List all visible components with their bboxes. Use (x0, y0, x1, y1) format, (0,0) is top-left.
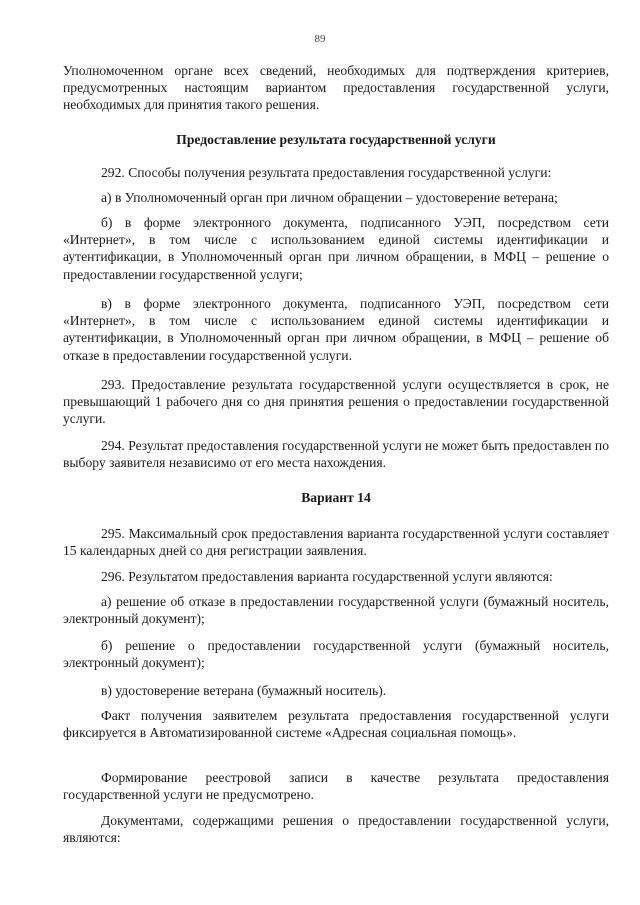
paragraph-292-c: в) в форме электронного документа, подписанного УЭП, посредством сети «Интернет», в том числе с использованием единой системы идентификации и аутентификации, в Уполномоченный орган при личном обращении, в МФЦ – решение об отказе в предоставлении государственной услуги. (63, 296, 609, 363)
paragraph-292-a: а) в Уполномоченный орган при личном обращении – удостоверение ветерана; (101, 190, 558, 205)
paragraph-296-b: б) решение о предоставлении государственной услуги (бумажный носитель, электронный документ); (63, 638, 609, 671)
section-heading: Предоставление результата государственной услуги (176, 132, 496, 147)
paragraph-296-a: а) решение об отказе в предоставлении государственной услуги (бумажный носитель, электронный документ); (63, 594, 609, 627)
paragraph-295: 295. Максимальный срок предоставления варианта государственной услуги составляет 15 календарных дней со дня регистрации заявления. (63, 526, 609, 559)
page-number: 89 (314, 33, 326, 45)
paragraph-fact: Факт получения заявителем результата предоставления государственной услуги фиксируется в Автоматизированной системе «Адресная социальная помощь». (63, 708, 609, 741)
paragraph-293: 293. Предоставление результата государственной услуги осуществляется в срок, не превышающий 1 рабочего дня со дня принятия решения о предоставлении государственной услуги. (63, 377, 609, 427)
paragraph-continuation: Уполномоченном органе всех сведений, необходимых для подтверждения критериев, предусмотренных настоящим вариантом предоставления государственной услуги, необходимых для принятия такого решения. (63, 63, 609, 113)
paragraph-296-c: в) удостоверение ветерана (бумажный носитель). (101, 683, 387, 698)
paragraph-292-b: б) в форме электронного документа, подписанного УЭП, посредством сети «Интернет», в том числе с использованием единой системы идентификации и аутентификации, в Уполномоченный орган при личном обращении, в МФЦ – решение о предоставлении государственной услуги; (63, 215, 609, 282)
paragraph-documents: Документами, содержащими решения о предоставлении государственной услуги, являются: (63, 813, 609, 846)
paragraph-294: 294. Результат предоставления государственной услуги не может быть предоставлен по выбору заявителя независимо от его места нахождения. (63, 438, 609, 471)
paragraph-296: 296. Результатом предоставления варианта государственной услуги являются: (101, 569, 553, 584)
variant-heading: Вариант 14 (301, 490, 371, 505)
paragraph-registry: Формирование реестровой записи в качестве результата предоставления государственной услуги не предусмотрено. (63, 770, 609, 803)
paragraph-292: 292. Способы получения результата предоставления государственной услуги: (101, 165, 552, 180)
